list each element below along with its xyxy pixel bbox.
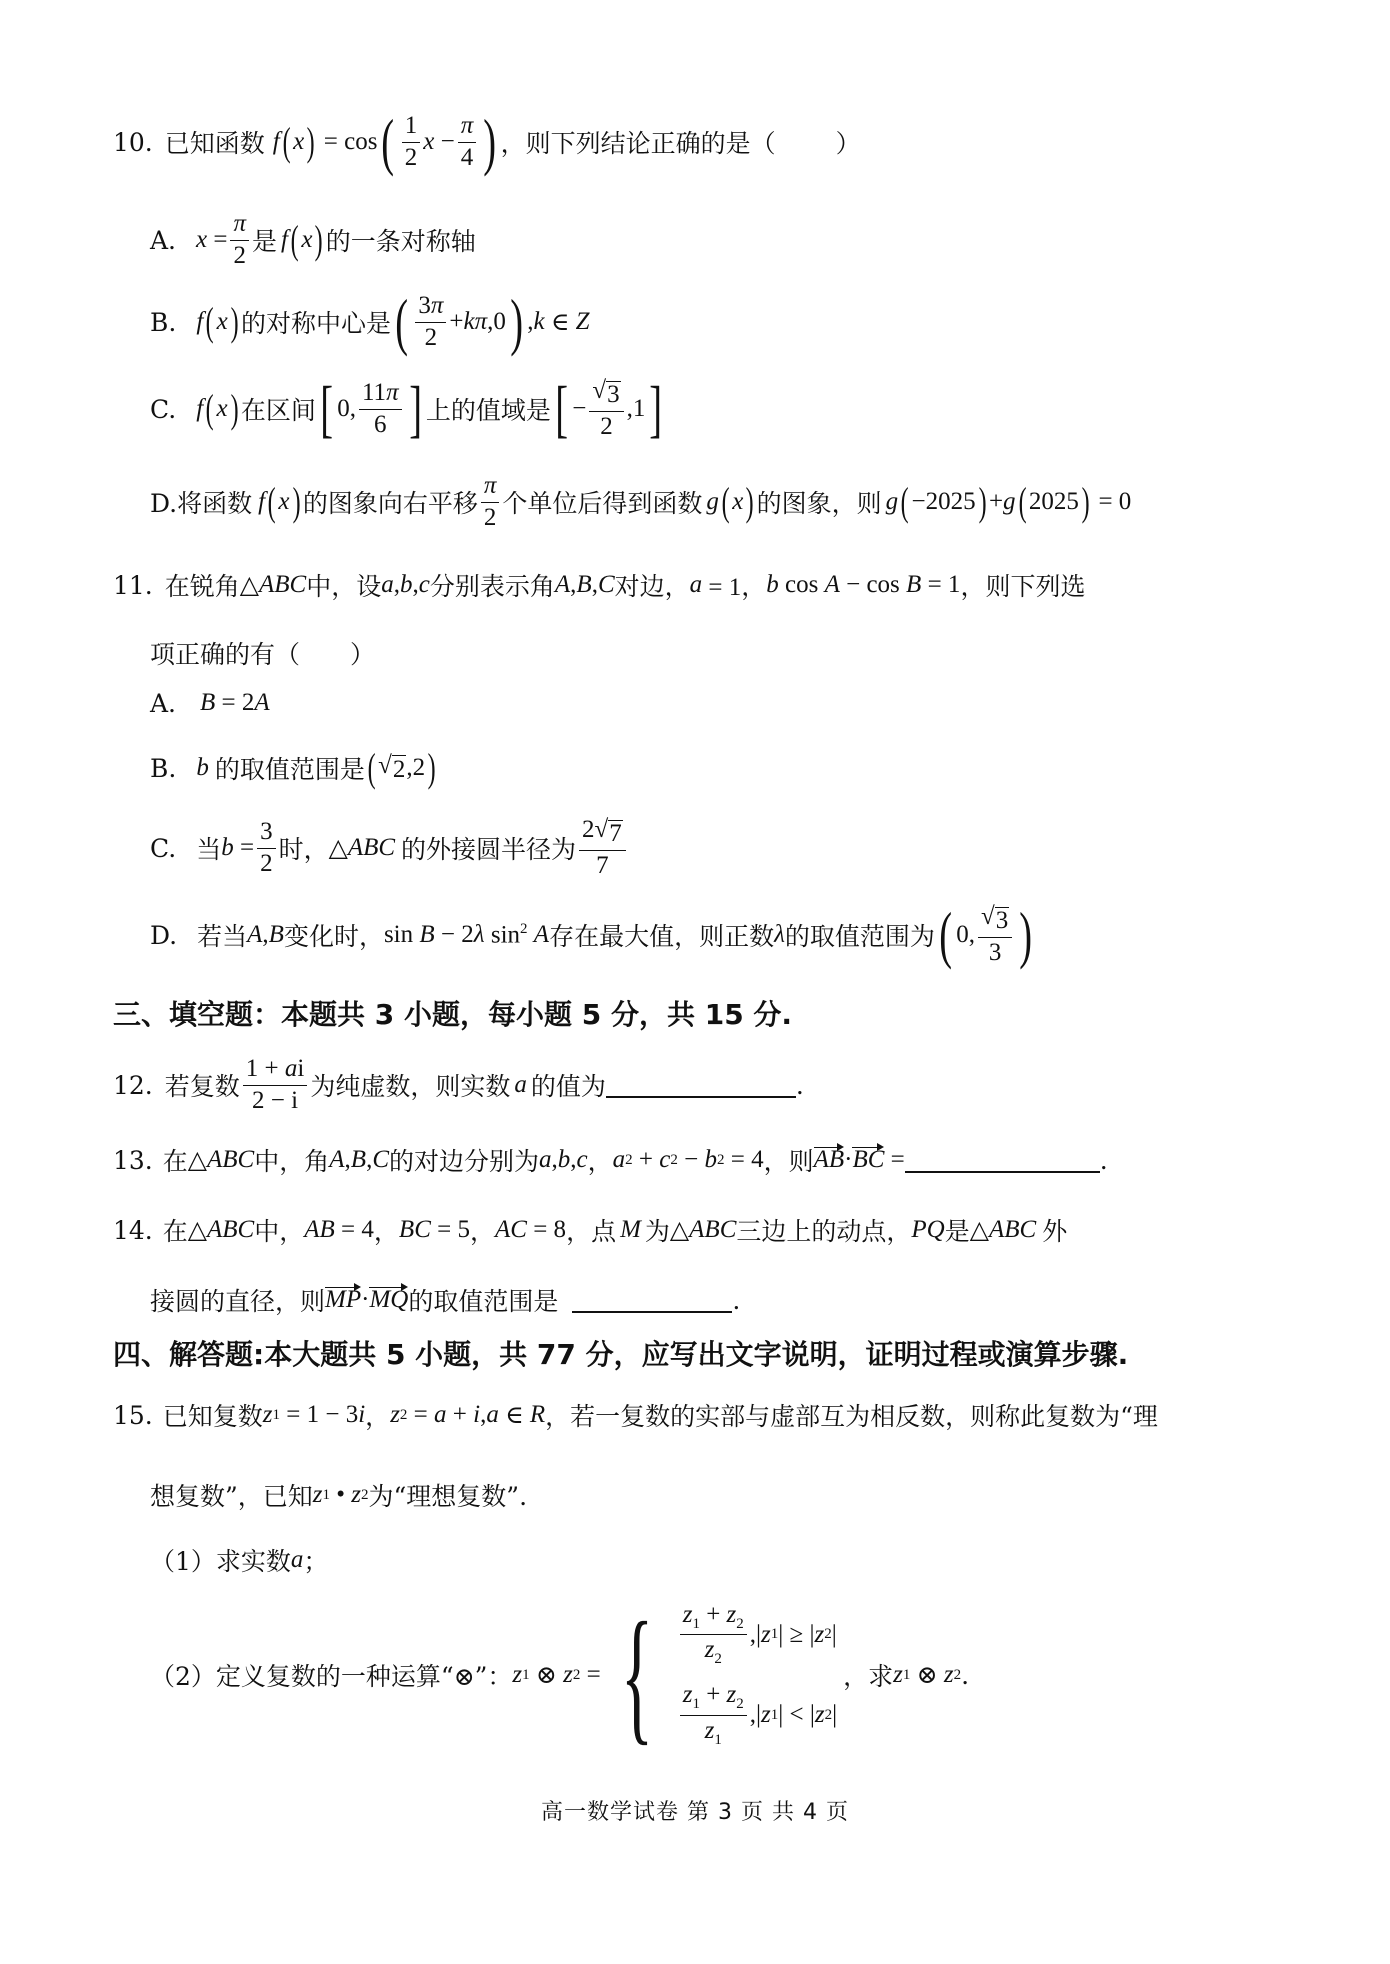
formula: ABC bbox=[207, 1216, 255, 1243]
formula: ( bbox=[282, 119, 291, 164]
option-10b bbox=[150, 282, 589, 362]
formula: , bbox=[393, 571, 400, 598]
question-14 bbox=[113, 1205, 1067, 1255]
formula: 2 bbox=[670, 1151, 678, 1168]
answer-blank[interactable] bbox=[905, 1147, 1100, 1173]
formula: $\sin^2$ bbox=[484, 920, 528, 949]
option-10d bbox=[150, 462, 1131, 542]
formula: [ bbox=[555, 373, 568, 444]
formula: $\frac{1 + ai}{2 - i}$ bbox=[243, 1056, 308, 1114]
formula: g bbox=[1003, 488, 1016, 515]
formula: $\frac{1}{2}$ bbox=[402, 113, 421, 171]
option-label: B. bbox=[150, 307, 177, 337]
formula: = 1， bbox=[702, 574, 767, 601]
formula: 2 bbox=[716, 1151, 725, 1168]
formula: ABC bbox=[689, 1216, 737, 1243]
option-label: C. bbox=[150, 394, 177, 424]
formula: − 2 bbox=[434, 921, 474, 948]
formula: √ 3 2 bbox=[589, 378, 623, 440]
question-stem: 的值为 bbox=[530, 1072, 606, 1101]
question-stem: 的对边分别为 bbox=[389, 1147, 540, 1176]
formula: ) bbox=[510, 286, 523, 357]
formula: BC bbox=[398, 1216, 431, 1243]
formula: ( bbox=[721, 479, 730, 524]
question-stem: 想复数”，已知 bbox=[150, 1482, 313, 1511]
option-text: 时， bbox=[278, 835, 329, 864]
option-text: 的图象，则 bbox=[756, 489, 882, 518]
formula: $\frac{\pi}{2}$ bbox=[230, 211, 249, 269]
formula: + bbox=[632, 1146, 660, 1173]
question-stem: 外 bbox=[1042, 1217, 1068, 1246]
formula: = bbox=[407, 1401, 435, 1428]
formula: ) bbox=[745, 479, 754, 524]
question-15-line2 bbox=[150, 1470, 527, 1520]
formula: = 1 bbox=[921, 571, 961, 598]
formula: 1 bbox=[902, 1666, 911, 1683]
formula: AB bbox=[304, 1216, 335, 1243]
question-stem: ， bbox=[365, 1402, 391, 1431]
question-end: . bbox=[795, 1070, 804, 1100]
formula: + bbox=[449, 308, 464, 335]
question-stem: 为 bbox=[644, 1217, 670, 1246]
answer-blank[interactable] bbox=[572, 1287, 732, 1313]
formula: x bbox=[216, 395, 228, 422]
formula: a bbox=[381, 571, 394, 598]
formula: f bbox=[258, 488, 266, 515]
formula: = bbox=[580, 1661, 601, 1688]
formula: = bbox=[207, 226, 228, 253]
formula: x bbox=[732, 488, 744, 515]
formula: ) bbox=[292, 479, 301, 524]
formula: $\frac{3}{2}$ bbox=[257, 819, 276, 877]
formula: 2 √ 7 7 bbox=[579, 817, 626, 879]
formula: M bbox=[620, 1216, 641, 1243]
formula: z bbox=[943, 1661, 954, 1688]
formula: sin bbox=[383, 921, 420, 948]
formula: ABC bbox=[988, 1216, 1037, 1243]
question-stem: ，若一复数的实部与虚部互为相反数，则称此复数为“理 bbox=[545, 1402, 1158, 1431]
formula: △ bbox=[669, 1217, 690, 1244]
formula: cos bbox=[778, 571, 825, 598]
option-text: 在区间 bbox=[240, 396, 316, 425]
formula: ) bbox=[483, 106, 497, 177]
option-label: C. bbox=[150, 833, 177, 863]
formula: △ bbox=[187, 1217, 208, 1244]
formula: 0, bbox=[337, 395, 356, 422]
option-text: 变化时， bbox=[283, 922, 384, 951]
question-number: 10. bbox=[113, 127, 153, 157]
formula: B bbox=[350, 1146, 367, 1173]
question-stem: 在锐角 bbox=[164, 572, 240, 601]
formula: ) bbox=[1019, 899, 1033, 970]
question-part: ； bbox=[303, 1547, 329, 1576]
formula: a bbox=[514, 1071, 527, 1098]
question-14-line2 bbox=[150, 1275, 740, 1325]
formula: ABC bbox=[259, 571, 307, 598]
formula: BC bbox=[852, 1146, 885, 1173]
question-15-part1 bbox=[150, 1535, 328, 1585]
question-stem: 分别表示角 bbox=[429, 572, 555, 601]
answer-blank[interactable] bbox=[606, 1072, 796, 1098]
formula: + bbox=[988, 488, 1004, 515]
formula: , bbox=[412, 571, 419, 598]
formula: = 1 − 3 bbox=[280, 1401, 359, 1428]
option-11c bbox=[150, 808, 629, 888]
formula: ,1 bbox=[626, 395, 646, 422]
formula: z bbox=[390, 1401, 400, 1428]
formula: ( bbox=[267, 479, 276, 524]
question-stem: 项正确的有（ ） bbox=[150, 640, 376, 669]
question-part: （2）定义复数的一种运算“⊗”： bbox=[150, 1662, 513, 1691]
formula: ) bbox=[427, 745, 436, 790]
formula: x bbox=[293, 128, 305, 155]
formula: ] bbox=[649, 373, 663, 444]
formula: z bbox=[351, 1481, 362, 1508]
formula: $\frac{11\pi}{6}$ bbox=[359, 380, 402, 438]
question-number: 13. bbox=[113, 1145, 153, 1175]
formula: kπ bbox=[463, 308, 488, 335]
formula: a bbox=[689, 571, 703, 598]
formula: A bbox=[247, 921, 263, 948]
formula: = 4 bbox=[724, 1146, 764, 1173]
question-number: 12. bbox=[113, 1070, 153, 1100]
formula: b bbox=[221, 834, 234, 861]
option-11d bbox=[150, 890, 1037, 980]
question-number: 15. bbox=[113, 1400, 153, 1430]
formula: , bbox=[527, 308, 534, 335]
formula: x bbox=[216, 308, 228, 335]
formula: B bbox=[419, 921, 435, 948]
formula: ( bbox=[367, 745, 376, 790]
formula: 2 bbox=[572, 1666, 581, 1683]
formula: λ bbox=[774, 921, 785, 948]
question-13 bbox=[113, 1135, 1108, 1185]
formula: = 2 bbox=[215, 689, 255, 716]
formula: 2025 bbox=[1028, 488, 1079, 515]
question-part: ，求 bbox=[843, 1662, 894, 1691]
formula: ( bbox=[381, 106, 395, 177]
option-text: 若当 bbox=[197, 922, 248, 951]
option-label: D. bbox=[150, 920, 178, 950]
formula: i bbox=[473, 1401, 481, 1428]
formula: · bbox=[361, 1286, 370, 1313]
option-10c bbox=[150, 364, 667, 454]
formula: Z bbox=[575, 308, 590, 335]
formula: b bbox=[704, 1146, 717, 1173]
option-text: 的外接圆半径为 bbox=[401, 835, 577, 864]
formula: ( bbox=[939, 899, 952, 970]
formula: z bbox=[893, 1661, 903, 1688]
formula: √ 3 3 bbox=[978, 904, 1012, 966]
option-text: 的图象向右平移 bbox=[302, 489, 478, 518]
question-stem: ，点 bbox=[566, 1217, 617, 1246]
option-11a bbox=[150, 678, 270, 728]
formula: ( bbox=[205, 299, 214, 344]
question-10 bbox=[113, 92, 861, 192]
formula: C bbox=[597, 571, 615, 598]
formula: b bbox=[400, 571, 413, 598]
question-stem: 在 bbox=[162, 1217, 188, 1246]
formula: ABC bbox=[207, 1146, 255, 1173]
formula: ,2 bbox=[406, 754, 426, 781]
formula: z bbox=[563, 1661, 573, 1688]
option-text: 的一条对称轴 bbox=[325, 227, 476, 256]
question-stem: 中，角 bbox=[254, 1147, 330, 1176]
formula: ) bbox=[1081, 479, 1090, 524]
formula: a bbox=[612, 1146, 626, 1173]
formula: ) bbox=[978, 479, 987, 524]
formula: , bbox=[366, 1146, 373, 1173]
formula: B bbox=[906, 571, 922, 598]
question-stem: ， bbox=[373, 1217, 399, 1246]
formula: ( bbox=[395, 286, 409, 357]
option-text: 的取值范围是 bbox=[214, 755, 365, 784]
formula: a bbox=[434, 1401, 447, 1428]
formula: B bbox=[268, 921, 284, 948]
formula: , bbox=[591, 571, 598, 598]
formula: = bbox=[233, 834, 255, 861]
formula: b bbox=[196, 754, 209, 781]
question-number: 14. bbox=[113, 1215, 153, 1245]
formula: − cos bbox=[839, 571, 907, 598]
formula: A bbox=[254, 689, 270, 716]
formula: ,0 bbox=[487, 308, 506, 335]
formula: MP bbox=[325, 1286, 362, 1313]
formula: = bbox=[884, 1146, 905, 1173]
question-15 bbox=[113, 1390, 1158, 1440]
formula: $\frac{\pi}{2}$ bbox=[481, 473, 500, 531]
question-end: . bbox=[1099, 1145, 1108, 1175]
option-text: 个单位后得到函数 bbox=[502, 489, 703, 518]
option-11b bbox=[150, 738, 438, 798]
question-stem: 中，设 bbox=[306, 572, 382, 601]
option-label: D.将函数 bbox=[150, 489, 253, 518]
option-text: 的取值范围为 bbox=[784, 922, 935, 951]
formula: R bbox=[529, 1401, 546, 1428]
section-heading: 三、填空题：本题共 3 小题，每小题 5 分，共 15 分. bbox=[113, 998, 793, 1031]
question-15-part2 bbox=[150, 1592, 970, 1758]
formula: k bbox=[533, 308, 545, 335]
formula: ( bbox=[290, 217, 299, 262]
formula: c bbox=[418, 571, 430, 598]
formula: ⊗ bbox=[910, 1662, 944, 1689]
question-stem: 中， bbox=[254, 1217, 305, 1246]
formula: ∈ bbox=[544, 309, 576, 336]
formula: 1 bbox=[522, 1666, 530, 1683]
formula: g bbox=[706, 488, 719, 515]
formula: ( bbox=[900, 479, 909, 524]
question-stem: 为“理想复数”. bbox=[368, 1482, 528, 1511]
formula: 1 bbox=[322, 1486, 331, 1503]
formula: i bbox=[358, 1401, 366, 1428]
page-footer: 高一数学试卷 第 3 页 共 4 页 bbox=[541, 1799, 849, 1825]
formula: g bbox=[885, 488, 899, 515]
formula: 2 bbox=[953, 1666, 962, 1683]
formula: MQ bbox=[369, 1286, 409, 1313]
formula: λ bbox=[473, 921, 485, 948]
formula: ABC bbox=[347, 834, 396, 861]
formula: 0, bbox=[956, 921, 975, 948]
formula: ( bbox=[1018, 479, 1027, 524]
formula: $\frac{\pi}{4}$ bbox=[458, 113, 477, 171]
question-number: 11. bbox=[113, 570, 153, 600]
formula: A bbox=[533, 921, 550, 948]
formula: A bbox=[329, 1146, 345, 1173]
option-text: 是 bbox=[252, 227, 278, 256]
formula: · bbox=[844, 1146, 853, 1173]
formula: ∈ bbox=[498, 1402, 530, 1429]
formula: f bbox=[272, 128, 280, 155]
formula: − bbox=[677, 1146, 705, 1173]
question-stem: ，则下列结论正确的是（ bbox=[500, 129, 776, 158]
formula: $\frac{3\pi}{2}$ bbox=[415, 293, 446, 351]
formula: △ bbox=[328, 835, 348, 862]
piecewise-definition: { $\frac{z_1 + z_2}{z_2}$ ,| z 1 | ≥ | z 2 | $\frac{z_1 + z_2}{z_1}$ ,| z 1 | < | z 2 | bbox=[620, 1592, 838, 1758]
formula: AB bbox=[813, 1146, 845, 1173]
option-label: A. bbox=[150, 225, 177, 255]
formula: f bbox=[196, 308, 204, 335]
formula: √ 2 bbox=[378, 752, 406, 783]
formula: △ bbox=[969, 1217, 989, 1244]
question-stem: 在 bbox=[162, 1147, 188, 1176]
question-stem: ，则 bbox=[763, 1147, 814, 1176]
option-label: B. bbox=[150, 753, 177, 783]
formula: x bbox=[301, 226, 313, 253]
option-text: 存在最大值，则正数 bbox=[549, 922, 775, 951]
formula: −2025 bbox=[911, 488, 976, 515]
formula: = cos bbox=[317, 128, 378, 155]
question-stem: ，则下列选 bbox=[960, 572, 1086, 601]
formula: , bbox=[570, 571, 577, 598]
formula: 2 bbox=[399, 1406, 408, 1423]
option-text: 的对称中心是 bbox=[241, 309, 392, 338]
option-text: 上的值域是 bbox=[425, 396, 551, 425]
formula: z bbox=[262, 1401, 273, 1428]
formula: f bbox=[281, 226, 288, 253]
formula: AC bbox=[495, 1216, 527, 1243]
formula: a bbox=[539, 1146, 552, 1173]
formula: ⊗ bbox=[529, 1662, 564, 1689]
question-stem: 对边， bbox=[614, 572, 690, 601]
formula: B bbox=[576, 571, 592, 598]
formula: △ bbox=[239, 572, 260, 599]
formula: , bbox=[480, 1401, 487, 1428]
formula: − bbox=[572, 395, 587, 422]
question-stem: 若复数 bbox=[164, 1072, 240, 1101]
formula: b bbox=[766, 571, 779, 598]
question-stem: 已知函数 bbox=[164, 129, 265, 158]
question-stem: 的取值范围是 bbox=[408, 1287, 559, 1316]
formula: C bbox=[372, 1146, 389, 1173]
formula: ( bbox=[205, 386, 214, 431]
formula: , bbox=[551, 1146, 558, 1173]
formula: PQ bbox=[911, 1216, 945, 1243]
formula: c bbox=[659, 1146, 671, 1173]
formula: 1 bbox=[272, 1406, 281, 1423]
formula: △ bbox=[187, 1147, 208, 1174]
formula: b bbox=[557, 1146, 571, 1173]
formula: x bbox=[196, 226, 208, 253]
formula: ) bbox=[315, 217, 324, 262]
formula: ) bbox=[230, 299, 239, 344]
question-stem: 接圆的直径，则 bbox=[150, 1287, 326, 1316]
question-stem: 三边上的动点， bbox=[736, 1217, 912, 1246]
formula: B bbox=[200, 689, 216, 716]
formula: = 8 bbox=[526, 1216, 567, 1243]
option-label: A. bbox=[150, 688, 177, 718]
question-12 bbox=[113, 1040, 804, 1130]
formula: , bbox=[344, 1146, 351, 1173]
formula: [ bbox=[320, 373, 333, 444]
question-stem: 为纯虚数，则实数 bbox=[310, 1072, 511, 1101]
formula: x bbox=[278, 488, 290, 515]
option-10a bbox=[150, 205, 476, 275]
formula: A bbox=[554, 571, 571, 598]
formula: z bbox=[312, 1481, 323, 1508]
question-stem: 已知复数 bbox=[162, 1402, 263, 1431]
formula: a bbox=[486, 1401, 499, 1428]
question-part: . bbox=[961, 1660, 970, 1690]
question-stem: ） bbox=[835, 129, 861, 158]
question-end: . bbox=[732, 1285, 741, 1315]
formula: , bbox=[262, 921, 269, 948]
formula: f bbox=[196, 395, 204, 422]
question-11 bbox=[113, 560, 1085, 610]
formula: ) bbox=[306, 119, 315, 164]
formula: z bbox=[512, 1661, 523, 1688]
question-part: （1）求实数 bbox=[150, 1547, 291, 1576]
option-text: 当 bbox=[196, 835, 222, 864]
formula: = 4 bbox=[334, 1216, 374, 1243]
formula: = 0 bbox=[1092, 488, 1132, 515]
formula: c bbox=[576, 1146, 588, 1173]
formula: + bbox=[446, 1401, 474, 1428]
formula: ] bbox=[408, 373, 422, 444]
formula: • bbox=[330, 1481, 352, 1508]
formula: , bbox=[570, 1146, 577, 1173]
question-11-line2 bbox=[150, 628, 375, 678]
formula: = 5 bbox=[430, 1216, 470, 1243]
section-heading: 四、解答题:本大题共 5 小题，共 77 分，应写出文字说明，证明过程或演算步骤. bbox=[113, 1338, 1129, 1371]
formula: − bbox=[434, 128, 455, 155]
formula: ) bbox=[230, 386, 239, 431]
formula: a bbox=[290, 1546, 304, 1573]
question-stem: ， bbox=[587, 1147, 613, 1176]
question-stem: 是 bbox=[944, 1217, 970, 1246]
formula: A bbox=[824, 571, 840, 598]
formula: 2 bbox=[361, 1486, 369, 1503]
formula: x bbox=[423, 128, 435, 155]
question-stem: ， bbox=[469, 1217, 495, 1246]
formula: 2 bbox=[625, 1151, 633, 1168]
